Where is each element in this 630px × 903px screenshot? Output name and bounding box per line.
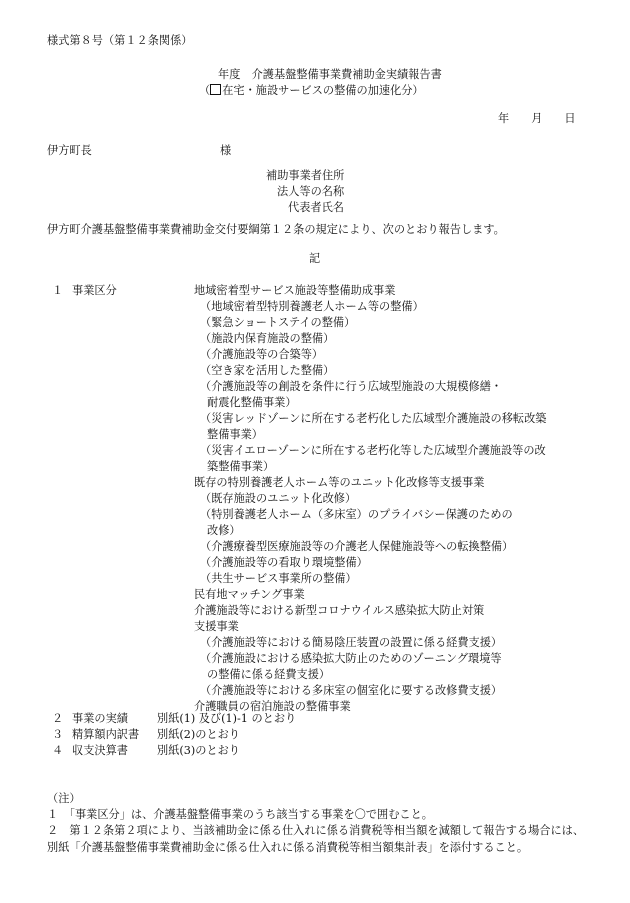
ki-heading: 記: [309, 252, 321, 265]
subtitle-open-paren: （: [199, 84, 211, 97]
applicant-block: [266, 168, 344, 216]
category-item: （地域密着型特別養護老人ホーム等の整備）: [200, 300, 424, 313]
date-day: 日: [564, 112, 576, 125]
checkbox-icon: [210, 84, 221, 95]
item-label: 精算額内訳書: [72, 728, 140, 741]
category-item: （介護施設等における多床室の個室化に要する改修費支援）: [200, 684, 503, 697]
applicant-rep-label: 代表者氏名: [288, 201, 344, 214]
item-number: ２: [52, 712, 64, 725]
category-item: 改修）: [207, 524, 241, 537]
category-list: [194, 283, 546, 715]
category-item: 地域密着型サービス施設等整備助成事業: [194, 284, 396, 297]
item-value: 別紙(2)のとおり: [157, 728, 240, 741]
note-2: ２ 第１２条第２項により、当該補助金に係る仕入れに係る消費税等相当額を減額して報告する場合には、別紙「介護基盤整備事業費補助金に係る仕入れに係る消費税等相当額集計表」を添付すること。: [47, 824, 585, 854]
item-value: 別紙(3)のとおり: [157, 744, 240, 757]
applicant-corp-label: 法人等の名称: [277, 185, 345, 198]
addressee-name: 伊方町長: [47, 144, 92, 157]
category-item: 介護施設等における新型コロナウイルス感染拡大防止対策: [194, 604, 485, 617]
category-item: の整備に係る経費支援）: [207, 668, 331, 681]
item-number: ４: [52, 744, 64, 757]
category-item: （共生サービス事業所の整備）: [200, 572, 357, 585]
category-item: （介護施設等の合築等）: [200, 348, 324, 361]
date-year: 年: [498, 112, 510, 125]
date-month: 月: [531, 112, 543, 125]
category-item: 整備事業）: [207, 428, 263, 441]
category-item: （空き家を活用した整備）: [200, 364, 335, 377]
item-row-4: [47, 743, 607, 759]
report-title: 年度 介護基盤整備事業費補助金実績報告書: [218, 68, 442, 81]
item-number: ３: [52, 728, 64, 741]
report-subtitle: [199, 83, 424, 99]
item-row-3: [47, 727, 607, 743]
notes-heading: （注）: [47, 792, 81, 805]
category-item: （特別養護老人ホーム（多床室）のプライバシー保護のための: [200, 508, 513, 521]
item-label: 事業区分: [72, 284, 117, 297]
notes: [47, 791, 587, 856]
item-label: 事業の実績: [72, 712, 128, 725]
category-item: （既存施設のユニット化改修）: [200, 492, 357, 505]
category-item: 築整備事業）: [207, 460, 275, 473]
category-item: （介護施設における感染拡大防止のためのゾーニング環境等: [200, 652, 502, 665]
applicant-address-label: 補助事業者住所: [266, 169, 345, 182]
item-number: １: [52, 284, 64, 297]
item-row-2: [47, 711, 607, 727]
report-date: [498, 111, 576, 127]
category-item: 耐震化整備事業）: [207, 396, 297, 409]
addressee-honorific: 様: [220, 144, 232, 157]
category-item: 既存の特別養護老人ホーム等のユニット化改修等支援事業: [194, 476, 485, 489]
category-item: （介護施設等における簡易陰圧装置の設置に係る経費支援）: [200, 636, 503, 649]
item-value: 別紙(1) 及び(1)-1 のとおり: [157, 712, 297, 725]
category-item: （施設内保育施設の整備）: [200, 332, 335, 345]
category-item: （災害イエローゾーンに所在する老朽化等した広域型介護施設等の改: [200, 444, 546, 457]
category-item: （介護施設等の看取り環境整備）: [200, 556, 368, 569]
item-label: 収支決算書: [72, 744, 128, 757]
body-text: 伊方町介護基盤整備事業費補助金交付要綱第１２条の規定により、次のとおり報告します。: [47, 223, 505, 236]
note-1: １ 「事業区分」は、介護基盤整備事業のうち該当する事業を〇で囲むこと。: [47, 808, 433, 821]
category-item: （介護施設等の創設を条件に行う広域型施設の大規模修繕・: [200, 380, 503, 393]
subtitle-text: 在宅・施設サービスの整備の加速化分）: [222, 84, 424, 97]
items-list: [47, 283, 607, 757]
category-item: 支援事業: [194, 620, 239, 633]
category-item: 民有地マッチング事業: [194, 588, 305, 601]
category-item: （緊急ショートステイの整備）: [200, 316, 356, 329]
category-item: （災害レッドゾーンに所在する老朽化した広域型介護施設の移転改築: [200, 412, 547, 425]
addressee: [47, 143, 232, 159]
item-row-1: [47, 283, 607, 713]
category-item: 介護職員の宿泊施設の整備事業: [194, 700, 351, 713]
form-number: 様式第８号（第１２条関係）: [47, 34, 193, 47]
category-item: （介護療養型医療施設等の介護老人保健施設等への転換整備）: [200, 540, 514, 553]
